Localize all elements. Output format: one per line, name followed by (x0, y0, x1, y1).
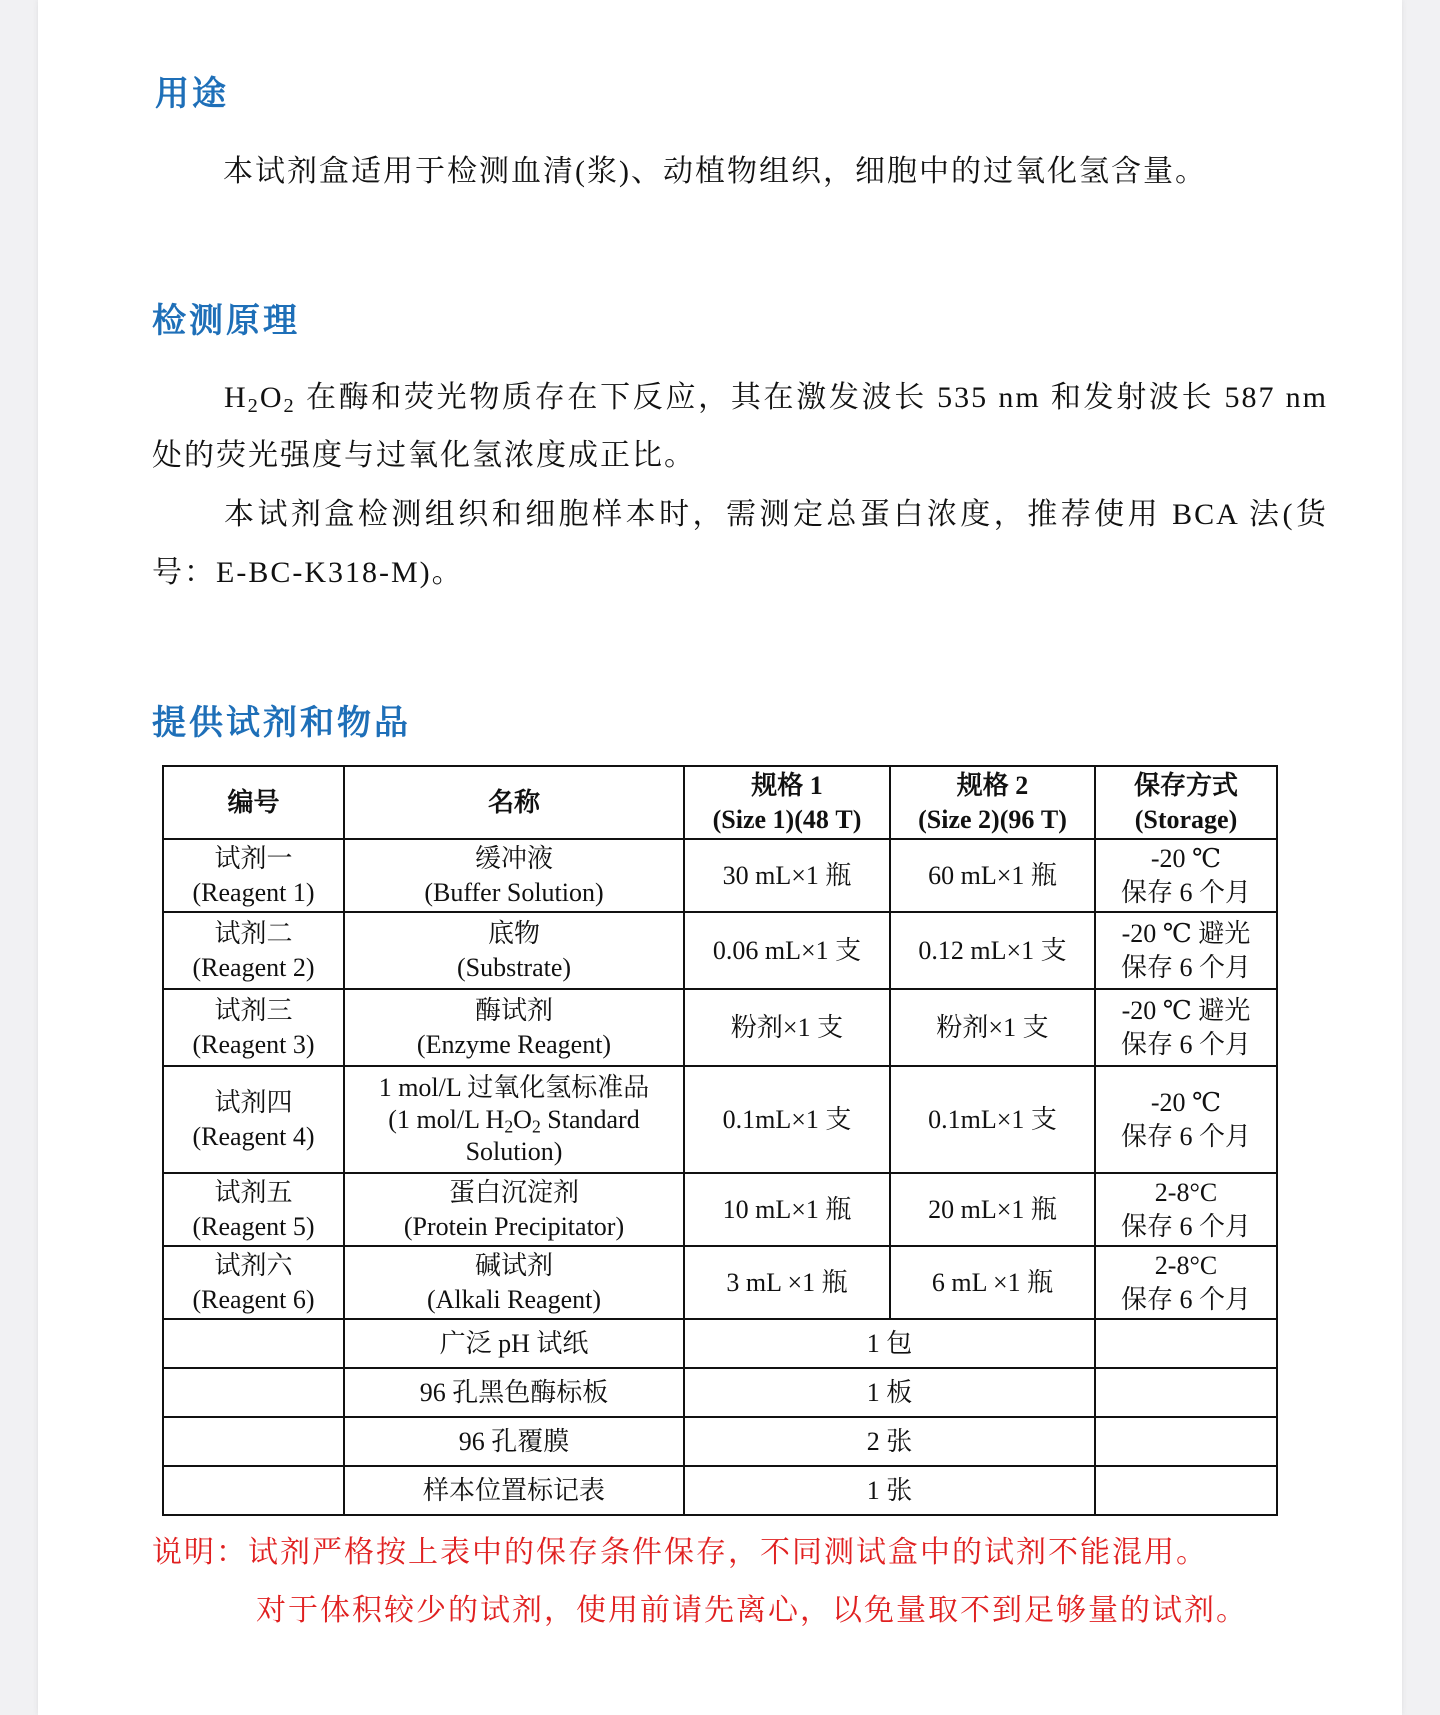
document-page (38, 0, 1402, 1715)
reagents-table (162, 765, 1278, 1516)
header-size1: 规格 1 (Size 1)(48 T) (684, 766, 890, 839)
table-header-row (163, 766, 1277, 839)
table-row: 样本位置标记表 1 张 (163, 1466, 1277, 1515)
table-row: 96 孔覆膜 2 张 (163, 1417, 1277, 1466)
table-row: 试剂一 (Reagent 1) 缓冲液 (Buffer Solution) 30 mL×1 瓶 60 mL×1 瓶 -20 ℃ 保存 6 个月 (163, 839, 1277, 912)
note-line-2: 对于体积较少的试剂，使用前请先离心，以免量取不到足够量的试剂。 (256, 1594, 1248, 1627)
table-row: 广泛 pH 试纸 1 包 (163, 1319, 1277, 1368)
table-row: 试剂四 (Reagent 4) 1 mol/L 过氧化氢标准品 (1 mol/L $H_2O_2$ Standard Solution) 0.1mL×1 支 0.1mL×1 支 -20 ℃ 保存 6 个月 (163, 1066, 1277, 1173)
header-size2: 规格 2 (Size 2)(96 T) (890, 766, 1095, 839)
principle-paragraph-1: $H_2O_2$ 在酶和荧光物质存在下反应，其在激发波长 535 nm 和发射波长 587 nm 处的荧光强度与过氧化氢浓度成正比。 (152, 381, 1328, 472)
table-row: 试剂三 (Reagent 3) 酶试剂 (Enzyme Reagent) 粉剂×1 支 粉剂×1 支 -20 ℃ 避光 保存 6 个月 (163, 989, 1277, 1066)
header-storage: 保存方式 (Storage) (1095, 766, 1277, 839)
header-name: 名称 (344, 766, 684, 839)
note-line-1: 说明：试剂严格按上表中的保存条件保存，不同测试盒中的试剂不能混用。 (152, 1536, 1208, 1569)
header-id: 编号 (163, 766, 344, 839)
section-title-reagents: 提供试剂和物品 (152, 703, 411, 743)
section-title-principle: 检测原理 (152, 301, 300, 341)
table-row: 试剂六 (Reagent 6) 碱试剂 (Alkali Reagent) 3 mL ×1 瓶 6 mL ×1 瓶 2-8°C 保存 6 个月 (163, 1246, 1277, 1319)
purpose-text: 本试剂盒适用于检测血清(浆)、动植物组织，细胞中的过氧化氢含量。 (223, 155, 1207, 188)
table-row: 试剂五 (Reagent 5) 蛋白沉淀剂 (Protein Precipitator) 10 mL×1 瓶 20 mL×1 瓶 2-8°C 保存 6 个月 (163, 1173, 1277, 1246)
section-title-purpose: 用途 (155, 74, 229, 114)
table-row: 96 孔黑色酶标板 1 板 (163, 1368, 1277, 1417)
table-row: 试剂二 (Reagent 2) 底物 (Substrate) 0.06 mL×1 支 0.12 mL×1 支 -20 ℃ 避光 保存 6 个月 (163, 912, 1277, 989)
principle-paragraph-2: 本试剂盒检测组织和细胞样本时，需测定总蛋白浓度，推荐使用 BCA 法(货号：E-BC-K318-M)。 (152, 498, 1328, 589)
